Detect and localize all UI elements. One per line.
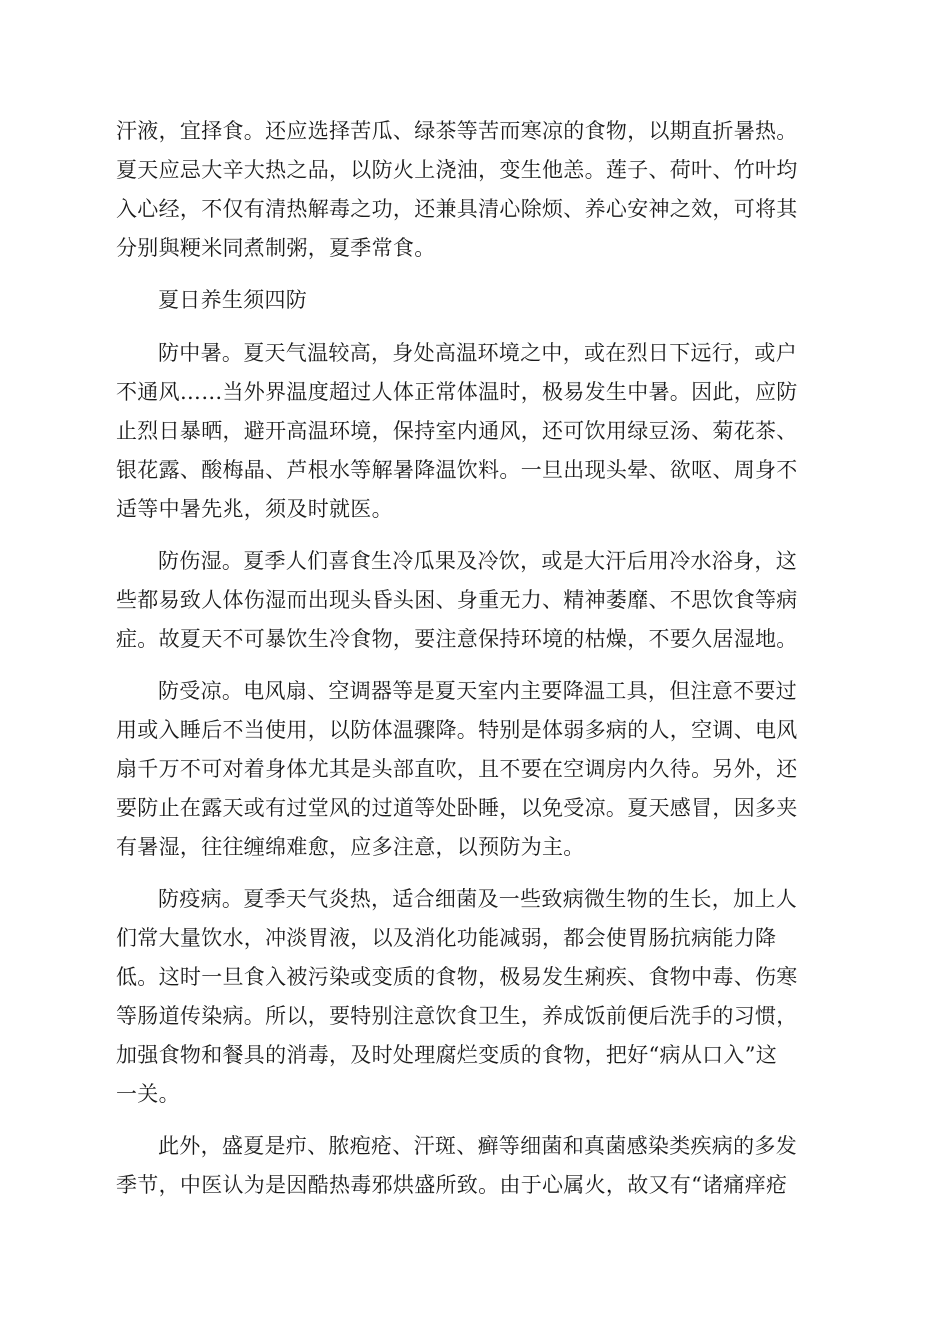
text-line: 防受凉。电风扇、空调器等是夏天室内主要降温工具，但注意不要过 xyxy=(158,679,797,703)
text-line: 止烈日暴晒，避开高温环境，保持室内通风，还可饮用绿豆汤、菊花茶、 xyxy=(116,419,798,443)
text-line: 汗液，宜择食。还应选择苦瓜、绿茶等苦而寒凉的食物，以期直折暑热。 xyxy=(116,119,798,143)
text-line: 银花露、酸梅晶、芦根水等解暑降温饮料。一旦出现头晕、欲呕、周身不 xyxy=(116,458,798,482)
text-line: 入心经，不仅有清热解毒之功，还兼具清心除烦、养心安神之效，可将其 xyxy=(116,197,798,221)
text-line: 防中暑。夏天气温较高，身处高温环境之中，或在烈日下远行，或户 xyxy=(158,341,797,365)
text-line: 此外，盛夏是疖、脓疱疮、汗斑、癣等细菌和真菌感染类疾病的多发 xyxy=(158,1134,797,1158)
text-line: 症。故夏天不可暴饮生冷食物，要注意保持环境的枯燥，不要久居湿地。 xyxy=(116,627,798,651)
text-line: 季节，中医认为是因酷热毒邪烘盛所致。由于心属火，故又有“诸痛痒疮 xyxy=(116,1173,788,1197)
section-heading: 夏日养生须四防 xyxy=(158,288,308,312)
text-line: 些都易致人体伤湿而出现头昏头困、身重无力、精神萎靡、不思饮食等病 xyxy=(116,588,798,612)
text-line: 要防止在露天或有过堂风的过道等处卧睡，以免受凉。夏天感冒，因多夹 xyxy=(116,796,798,820)
text-line: 等肠道传染病。所以，要特别注意饮食卫生，养成饭前便后洗手的习惯， xyxy=(116,1004,798,1028)
text-line: 不通风……当外界温度超过人体正常体温时，极易发生中暑。因此，应防 xyxy=(116,380,798,404)
text-line: 扇千万不可对着身体尤其是头部直吹，且不要在空调房内久待。另外，还 xyxy=(116,757,798,781)
text-line: 低。这时一旦食入被污染或变质的食物，极易发生痢疾、食物中毒、伤寒 xyxy=(116,965,798,989)
text-line: 分别與粳米同煮制粥，夏季常食。 xyxy=(116,236,436,260)
text-line: 有暑湿，往往缠绵难愈，应多注意，以预防为主。 xyxy=(116,835,585,859)
text-line: 适等中暑先兆，须及时就医。 xyxy=(116,497,393,521)
text-line: 用或入睡后不当使用，以防体温骤降。特别是体弱多病的人，空调、电风 xyxy=(116,718,798,742)
text-line: 防伤湿。夏季人们喜食生冷瓜果及冷饮，或是大汗后用冷水浴身，这 xyxy=(158,549,797,573)
text-line: 们常大量饮水，冲淡胃液，以及消化功能减弱，都会使胃肠抗病能力降 xyxy=(116,926,777,950)
text-line: 夏天应忌大辛大热之品，以防火上浇油，变生他恙。莲子、荷叶、竹叶均 xyxy=(116,158,798,182)
text-line: 防疫病。夏季天气炎热，适合细菌及一些致病微生物的生长，加上人 xyxy=(158,887,797,911)
text-line: 加强食物和餐具的消毒，及时处理腐烂变质的食物，把好“病从口入”这 xyxy=(116,1043,778,1067)
text-line: 一关。 xyxy=(116,1082,180,1106)
